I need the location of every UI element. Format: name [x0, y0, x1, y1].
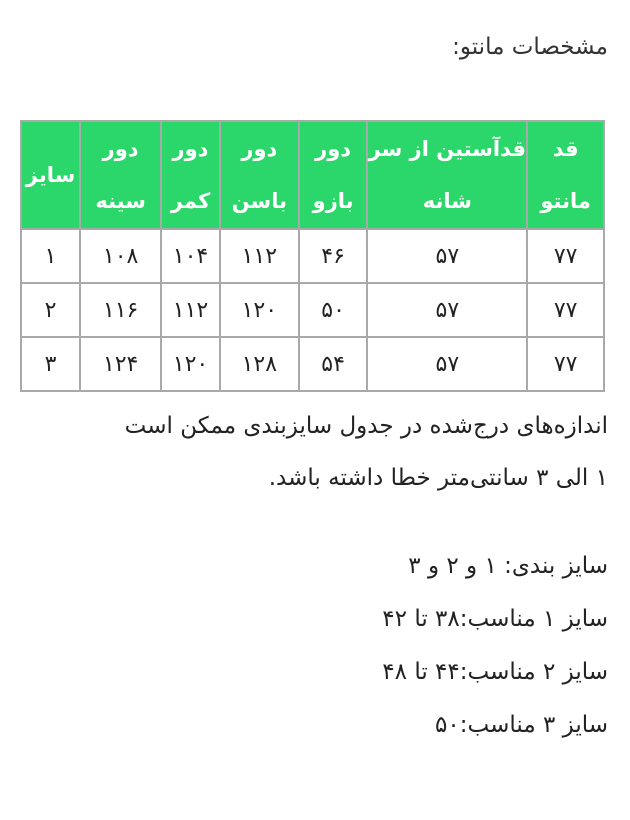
- size-table-container: [20, 120, 605, 392]
- header-length-line2: مانتو: [540, 189, 591, 213]
- header-chest-line2: سینه: [95, 189, 146, 213]
- header-chest-line1: دور: [102, 137, 139, 161]
- header-arm: [299, 121, 368, 229]
- table-row: [21, 229, 604, 283]
- header-chest: [80, 121, 161, 229]
- header-waist-line1: دور: [172, 137, 209, 161]
- header-size-line1: سایز: [25, 163, 76, 187]
- header-arm-line1: دور: [315, 137, 352, 161]
- sizing-line: سایز بندی: ۱ و ۲ و ۳: [408, 553, 608, 579]
- header-hip: [220, 121, 299, 229]
- header-sleeve: [367, 121, 527, 229]
- size-2-fit: سایز ۲ مناسب:۴۴ تا ۴۸: [382, 659, 608, 685]
- page-title: مشخصات مانتو:: [452, 34, 608, 60]
- table-cell: ۱: [21, 229, 80, 283]
- table-row: [21, 283, 604, 337]
- table-cell: ۱۱۶: [80, 283, 161, 337]
- size-1-fit: سایز ۱ مناسب:۳۸ تا ۴۲: [382, 606, 608, 632]
- note-line-2: ۱ الی ۳ سانتی‌متر خطا داشته باشد.: [268, 465, 608, 491]
- table-cell: ۱۱۲: [161, 283, 220, 337]
- size-3-fit: سایز ۳ مناسب:۵۰: [435, 712, 608, 738]
- table-cell: ۱۲۰: [161, 337, 220, 391]
- table-cell: ۵۷: [367, 283, 527, 337]
- header-length-line1: قد: [552, 137, 579, 161]
- size-table: [20, 120, 605, 392]
- table-row: [21, 337, 604, 391]
- table-cell: ۱۲۸: [220, 337, 299, 391]
- header-waist-line2: کمر: [170, 189, 211, 213]
- table-cell: ۱۲۰: [220, 283, 299, 337]
- table-cell: ۱۱۲: [220, 229, 299, 283]
- header-arm-line2: بازو: [312, 189, 354, 213]
- table-cell: ۷۷: [527, 283, 604, 337]
- table-cell: ۷۷: [527, 229, 604, 283]
- header-size: [21, 121, 80, 229]
- table-cell: ۵۷: [367, 337, 527, 391]
- table-cell: ۱۰۸: [80, 229, 161, 283]
- header-sleeve-line2: شانه: [422, 189, 472, 213]
- measurement-note: [18, 400, 608, 504]
- header-sleeve-line1: قدآستین از سر: [368, 137, 527, 161]
- header-hip-line1: دور: [241, 137, 278, 161]
- header-length: [527, 121, 604, 229]
- table-cell: ۷۷: [527, 337, 604, 391]
- header-hip-line2: باسن: [231, 189, 287, 213]
- table-cell: ۵۷: [367, 229, 527, 283]
- table-cell: ۲: [21, 283, 80, 337]
- note-line-1: اندازه‌های درج‌شده در جدول سایزبندی ممکن است: [124, 413, 608, 439]
- table-cell: ۱۰۴: [161, 229, 220, 283]
- table-cell: ۵۰: [299, 283, 368, 337]
- table-cell: ۳: [21, 337, 80, 391]
- table-cell: ۵۴: [299, 337, 368, 391]
- header-waist: [161, 121, 220, 229]
- table-cell: ۴۶: [299, 229, 368, 283]
- table-cell: ۱۲۴: [80, 337, 161, 391]
- table-header-row: [21, 121, 604, 229]
